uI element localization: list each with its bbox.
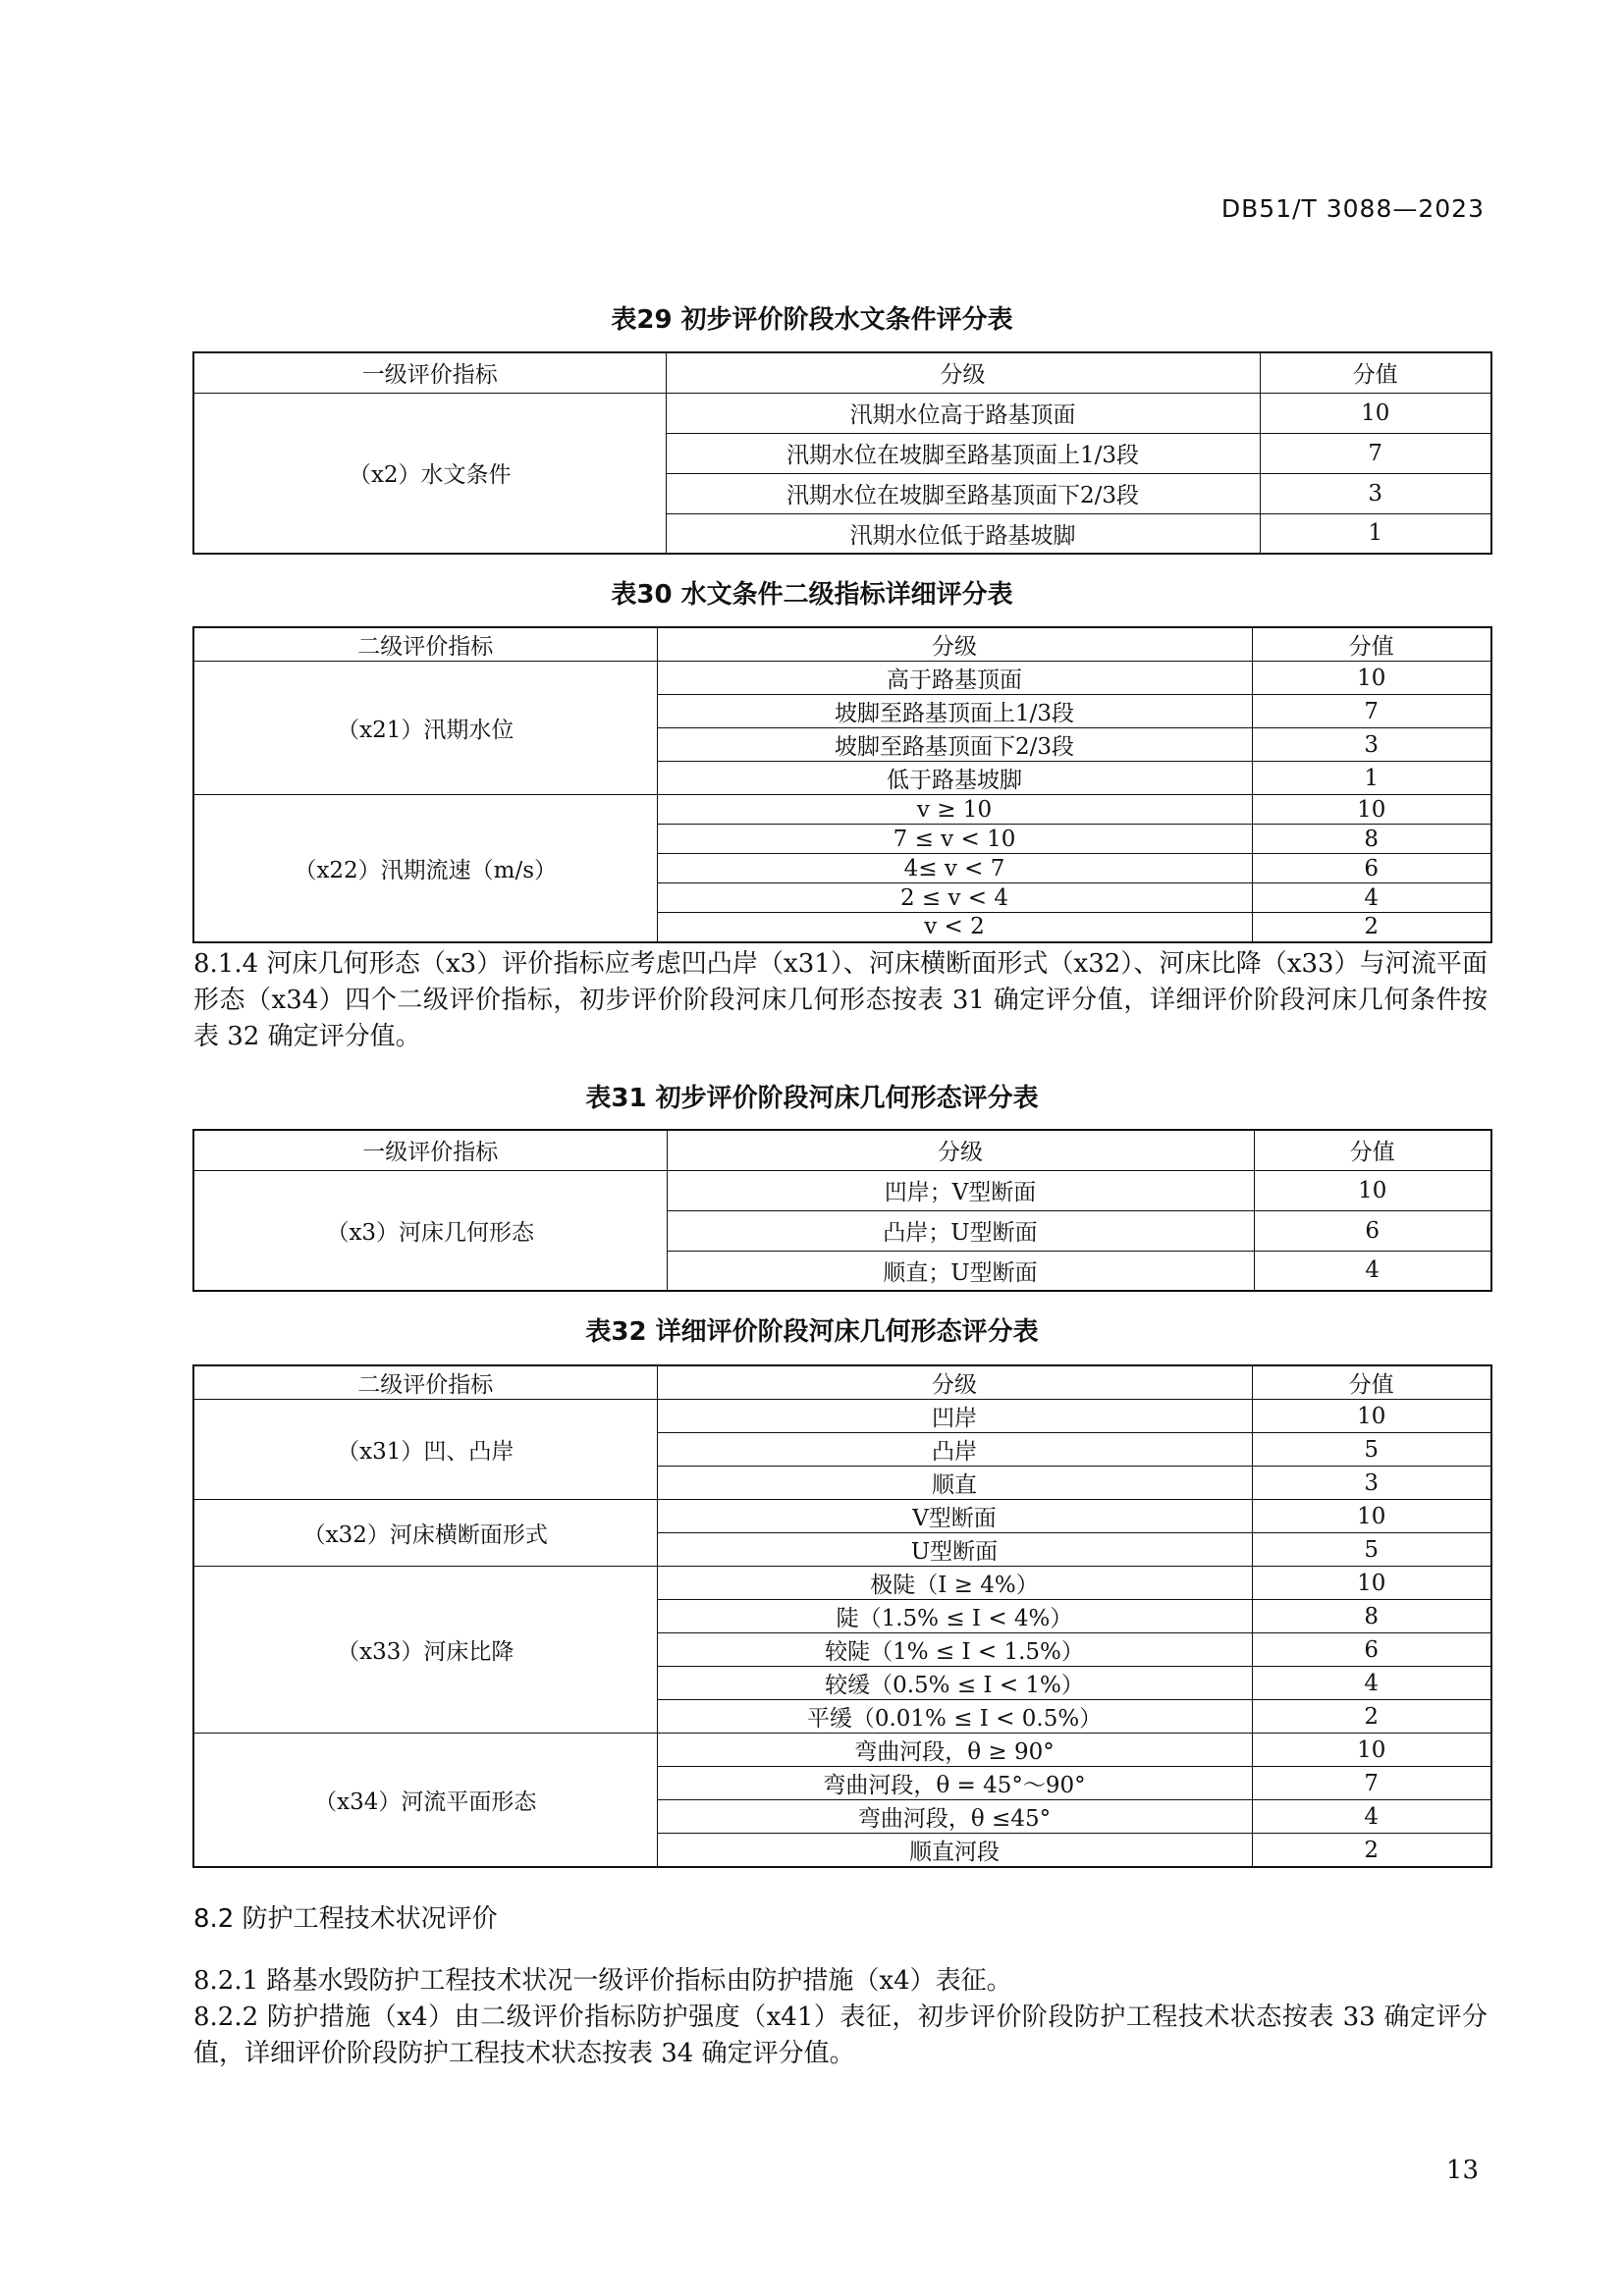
table32-level: 平缓（0.01% ≤ I < 0.5%） — [657, 1700, 1252, 1734]
table30-level: 坡脚至路基顶面上1/3段 — [657, 695, 1252, 728]
table32 — [192, 1364, 1492, 1868]
table32-score: 2 — [1252, 1834, 1491, 1868]
table31-indicator: （x3）河床几何形态 — [193, 1170, 667, 1291]
table32-level: 较陡（1% ≤ I < 1.5%） — [657, 1633, 1252, 1667]
table30-header-indicator: 二级评价指标 — [193, 627, 657, 662]
table30-indicator: （x21）汛期水位 — [193, 662, 657, 795]
table32-score: 4 — [1252, 1667, 1491, 1700]
table32-level: 极陡（I ≥ 4%） — [657, 1567, 1252, 1600]
table30-score: 6 — [1252, 854, 1491, 883]
table30-level: 低于路基坡脚 — [657, 762, 1252, 795]
table29-level: 汛期水位在坡脚至路基顶面上1/3段 — [666, 433, 1260, 473]
table32-score: 8 — [1252, 1600, 1491, 1633]
table30-header-score: 分值 — [1252, 627, 1491, 662]
table32-level: V型断面 — [657, 1500, 1252, 1533]
section-8-2-title: 8.2 防护工程技术状况评价 — [193, 1904, 498, 1934]
table30 — [192, 626, 1492, 943]
table31-level: 顺直；U型断面 — [667, 1251, 1254, 1291]
table29-caption: 表29 初步评价阶段水文条件评分表 — [611, 305, 1013, 335]
table31-header-score: 分值 — [1254, 1130, 1491, 1170]
table32-level: 凹岸 — [657, 1400, 1252, 1433]
table32-indicator: （x34）河流平面形态 — [193, 1734, 657, 1868]
table32-header-score: 分值 — [1252, 1365, 1491, 1400]
table30-level: 7 ≤ v < 10 — [657, 825, 1252, 854]
paragraph-8-2-1: 8.2.1 路基水毁防护工程技术状况一级评价指标由防护措施（x4）表征。 — [193, 1966, 1012, 1996]
table32-level: 凸岸 — [657, 1433, 1252, 1467]
table31-level: 凹岸；V型断面 — [667, 1170, 1254, 1210]
table31-header-indicator: 一级评价指标 — [193, 1130, 667, 1170]
table30-level: v ≥ 10 — [657, 795, 1252, 825]
table30-indicator: （x22）汛期流速（m/s） — [193, 795, 657, 942]
table32-level: 弯曲河段，θ = 45°～90° — [657, 1767, 1252, 1800]
table31-score: 10 — [1254, 1170, 1491, 1210]
page-number: 13 — [1445, 2156, 1479, 2185]
table30-level: 4≤ v < 7 — [657, 854, 1252, 883]
table30-level: v < 2 — [657, 913, 1252, 942]
table30-score: 10 — [1252, 795, 1491, 825]
table32-indicator: （x31）凹、凸岸 — [193, 1400, 657, 1500]
table32-score: 10 — [1252, 1400, 1491, 1433]
table32-score: 5 — [1252, 1433, 1491, 1467]
table30-score: 4 — [1252, 883, 1491, 913]
table29-header-indicator: 一级评价指标 — [193, 352, 666, 393]
table29-level: 汛期水位在坡脚至路基顶面下2/3段 — [666, 473, 1260, 513]
table29-score: 7 — [1260, 433, 1491, 473]
table29-header-level: 分级 — [666, 352, 1260, 393]
table29-score: 1 — [1260, 513, 1491, 554]
table32-level: 弯曲河段，θ ≤45° — [657, 1800, 1252, 1834]
table31-caption: 表31 初步评价阶段河床几何形态评分表 — [585, 1084, 1039, 1113]
table30-level: 坡脚至路基顶面下2/3段 — [657, 728, 1252, 762]
table32-level: 顺直 — [657, 1467, 1252, 1500]
table31-level: 凸岸；U型断面 — [667, 1210, 1254, 1251]
table30-score: 2 — [1252, 913, 1491, 942]
table29-score: 10 — [1260, 393, 1491, 433]
table32-score: 5 — [1252, 1533, 1491, 1567]
table30-score: 3 — [1252, 728, 1491, 762]
table32-indicator: （x33）河床比降 — [193, 1567, 657, 1734]
table30-level: 2 ≤ v < 4 — [657, 883, 1252, 913]
table29-score: 3 — [1260, 473, 1491, 513]
table32-indicator: （x32）河床横断面形式 — [193, 1500, 657, 1567]
table32-score: 3 — [1252, 1467, 1491, 1500]
table29 — [192, 351, 1492, 555]
table29-level: 汛期水位高于路基顶面 — [666, 393, 1260, 433]
table32-level: U型断面 — [657, 1533, 1252, 1567]
table32-level: 顺直河段 — [657, 1834, 1252, 1868]
table31-score: 6 — [1254, 1210, 1491, 1251]
table30-score: 7 — [1252, 695, 1491, 728]
table32-header-indicator: 二级评价指标 — [193, 1365, 657, 1400]
table31-header-level: 分级 — [667, 1130, 1254, 1170]
table32-score: 10 — [1252, 1734, 1491, 1767]
table31-score: 4 — [1254, 1251, 1491, 1291]
table29-header-score: 分值 — [1260, 352, 1491, 393]
table32-level: 陡（1.5% ≤ I < 4%） — [657, 1600, 1252, 1633]
table32-score: 10 — [1252, 1567, 1491, 1600]
table32-score: 7 — [1252, 1767, 1491, 1800]
table32-header-level: 分级 — [657, 1365, 1252, 1400]
table30-level: 高于路基顶面 — [657, 662, 1252, 695]
table29-indicator: （x2）水文条件 — [193, 393, 666, 554]
table30-score: 10 — [1252, 662, 1491, 695]
table32-score: 10 — [1252, 1500, 1491, 1533]
table30-score: 8 — [1252, 825, 1491, 854]
document-code: DB51/T 3088—2023 — [1220, 194, 1485, 223]
table32-level: 较缓（0.5% ≤ I < 1%） — [657, 1667, 1252, 1700]
table32-level: 弯曲河段，θ ≥ 90° — [657, 1734, 1252, 1767]
paragraph-8-2-2: 8.2.2 防护措施（x4）由二级评价指标防护强度（x41）表征，初步评价阶段防护工程技术状态按表 33 确定评分值，详细评价阶段防护工程技术状态按表 34 确定评分值。 — [193, 2002, 1488, 2068]
table30-caption: 表30 水文条件二级指标详细评分表 — [611, 580, 1013, 610]
table32-score: 2 — [1252, 1700, 1491, 1734]
table31 — [192, 1129, 1492, 1292]
table30-score: 1 — [1252, 762, 1491, 795]
paragraph-8-1-4: 8.1.4 河床几何形态（x3）评价指标应考虑凹凸岸（x31）、河床横断面形式（x32）、河床比降（x33）与河流平面形态（x34）四个二级评价指标，初步评价阶段河床几何形态按表 31 确定评分值，详细评价阶段河床几何条件按表 32 确定评分值。 — [193, 949, 1488, 1051]
table32-caption: 表32 详细评价阶段河床几何形态评分表 — [585, 1317, 1039, 1347]
table30-header-level: 分级 — [657, 627, 1252, 662]
table32-score: 4 — [1252, 1800, 1491, 1834]
table29-level: 汛期水位低于路基坡脚 — [666, 513, 1260, 554]
table32-score: 6 — [1252, 1633, 1491, 1667]
